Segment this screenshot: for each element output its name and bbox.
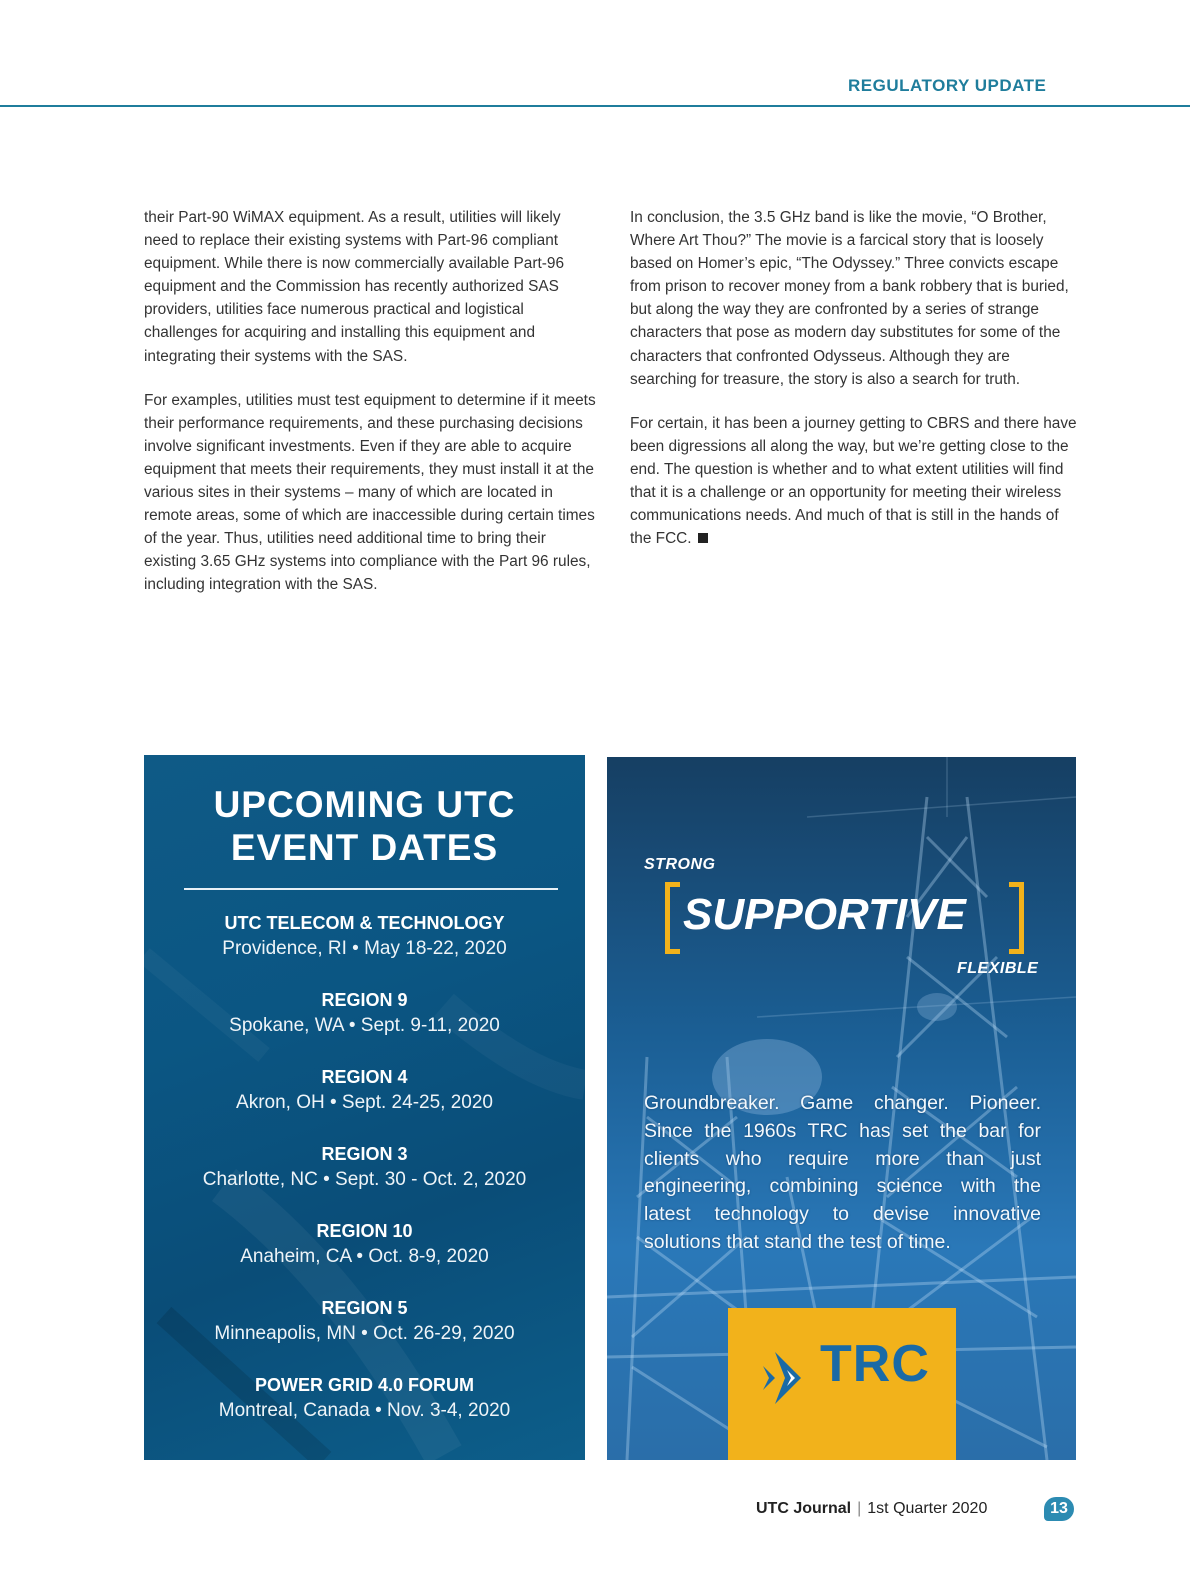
event-name: REGION 3 — [321, 1144, 408, 1164]
event-item — [144, 1295, 585, 1372]
event-name: POWER GRID 4.0 FORUM — [254, 1375, 474, 1395]
events-list — [144, 910, 585, 1449]
ad-word-flexible: FLEXIBLE — [957, 960, 1039, 977]
article-paragraph-final — [630, 412, 1080, 551]
end-of-article-icon — [698, 533, 708, 543]
event-detail: Akron, OH • Sept. 24-25, 2020 — [236, 1092, 493, 1113]
event-detail: Minneapolis, MN • Oct. 26-29, 2020 — [214, 1323, 515, 1344]
events-title-line1: UPCOMING UTC — [213, 784, 516, 825]
article-right-column — [630, 206, 1080, 571]
article-left-column — [144, 206, 599, 618]
section-header: REGULATORY UPDATE — [848, 76, 1047, 95]
event-name: REGION 9 — [321, 990, 408, 1010]
event-detail: Spokane, WA • Sept. 9-11, 2020 — [229, 1015, 500, 1036]
event-name: REGION 10 — [316, 1221, 413, 1241]
left-bracket-icon — [665, 882, 680, 954]
trc-logo-text: TRC — [820, 1335, 930, 1393]
event-item — [144, 1218, 585, 1295]
event-name: REGION 5 — [321, 1298, 408, 1318]
event-item — [144, 987, 585, 1064]
footer-separator: | — [857, 1500, 862, 1517]
event-detail: Providence, RI • May 18-22, 2020 — [222, 938, 507, 959]
trc-logo[interactable] — [728, 1308, 956, 1460]
page-number-badge: 13 — [1044, 1497, 1074, 1521]
event-item — [144, 910, 585, 987]
article-paragraph: In conclusion, the 3.5 GHz band is like the movie, “O Brother, Where Art Thou?” The movie is a farcical story that is loosely based on Homer’s epic, “The Odyssey.” Three convicts escape from prison to recover money from a bank robbery that is buried, but along the way they are confronted by a series of strange characters that pose as modern day substitutes for some of the characters that confronted Odysseus. Although they are searching for treasure, the story is also a search for truth. — [630, 209, 1069, 388]
event-item — [144, 1141, 585, 1218]
footer-issue: 1st Quarter 2020 — [867, 1500, 988, 1517]
event-detail: Charlotte, NC • Sept. 30 - Oct. 2, 2020 — [202, 1169, 527, 1190]
trc-advertisement[interactable] — [607, 757, 1076, 1460]
trc-logo-icon — [761, 1348, 809, 1408]
ad-body-text: Groundbreaker. Game changer. Pioneer. Since the 1960s TRC has set the bar for clients who require more than just engineering, combining science with the latest technology to devise innovative solutions that stand the test of time. — [644, 1092, 1041, 1253]
article-paragraph: For examples, utilities must test equipment to determine if it meets their performance requirements, and these purchasing decisions involve significant investments. Even if they are able to acquire equipment that meets their requirements, they must install it at the various sites in their systems – many of which are located in remote areas, some of which are inaccessible during certain times of the year. Thus, utilities need additional time to bring their existing 3.65 GHz systems into compliance with the Part 96 rules, including integration with the SAS. — [144, 391, 596, 594]
ad-word-supportive: SUPPORTIVE — [683, 890, 966, 939]
ad-word-strong: STRONG — [644, 856, 716, 873]
events-box — [144, 755, 585, 1460]
event-detail: Anaheim, CA • Oct. 8-9, 2020 — [240, 1246, 489, 1267]
event-detail: Montreal, Canada • Nov. 3-4, 2020 — [218, 1400, 511, 1421]
article-paragraph: their Part-90 WiMAX equipment. As a result, utilities will likely need to replace their existing systems with Part-96 compliant equipment. While there is now commercially available Part-96 equipment and the Commission has recently authorized SAS providers, utilities face numerous practical and logistical challenges for acquiring and installing this equipment and integrating their systems with the SAS. — [144, 209, 565, 365]
right-bracket-icon — [1009, 882, 1024, 954]
event-item — [144, 1372, 585, 1449]
event-item — [144, 1064, 585, 1141]
event-name: REGION 4 — [321, 1067, 408, 1087]
page-footer — [756, 1500, 987, 1518]
article-paragraph-text: For certain, it has been a journey getting to CBRS and there have been digressions all along the way, but we’re getting close to the end. The question is whether and to what extent utilities will find that it is a challenge or an opportunity for meeting their wireless communications needs. And much of that is still in the hands of the FCC. — [630, 414, 1077, 548]
event-name: UTC TELECOM & TECHNOLOGY — [224, 913, 505, 933]
footer-journal: UTC Journal — [756, 1500, 852, 1517]
header-rule — [0, 105, 1190, 107]
events-title — [144, 783, 585, 869]
events-divider — [184, 888, 558, 890]
events-title-line2: EVENT DATES — [230, 827, 499, 868]
